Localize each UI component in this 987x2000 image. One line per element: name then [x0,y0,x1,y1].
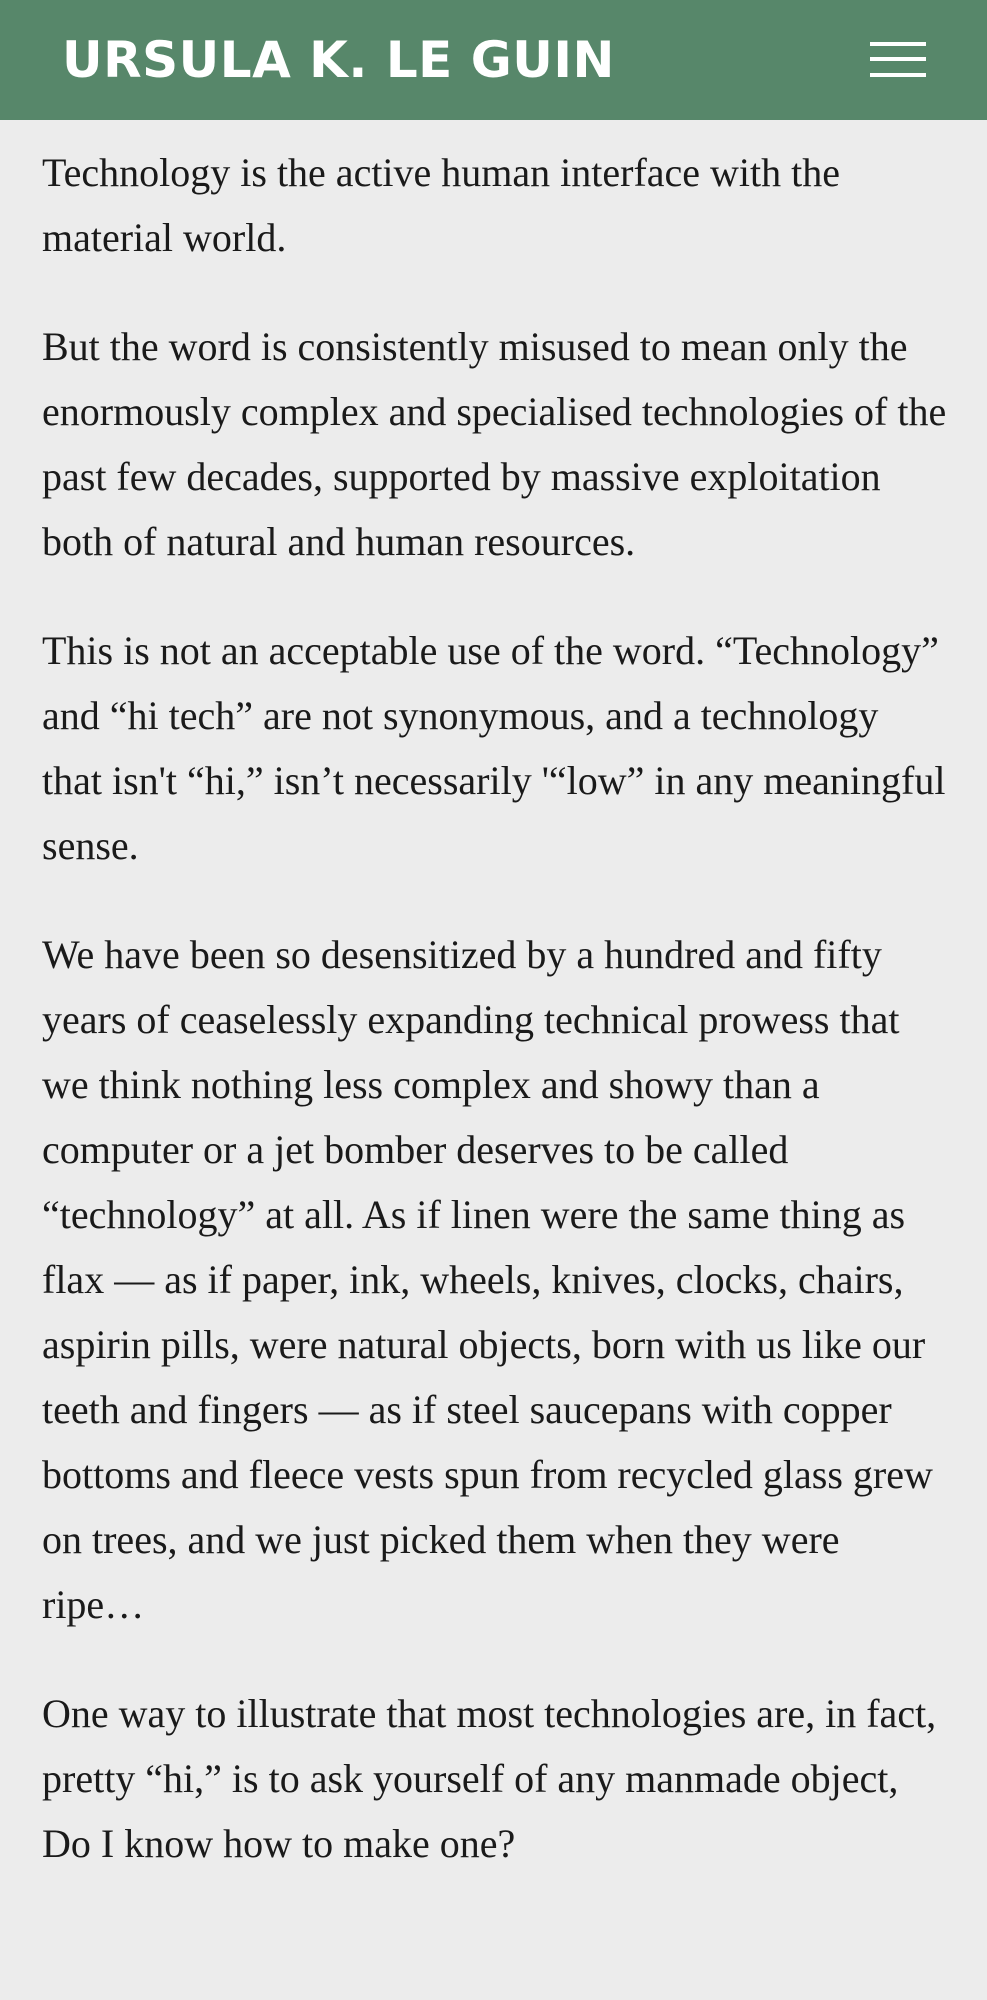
site-title[interactable]: URSULA K. LE GUIN [62,31,615,89]
article-paragraph: We have been so desensitized by a hundred and fifty years of ceaselessly expanding technical prowess that we think nothing less complex and showy than a computer or a jet bomber deserves to be called “technology” at all. As if linen were the same thing as flax — as if paper, ink, wheels, knives, clocks, chairs, aspirin pills, were natural objects, born with us like our teeth and fingers — as if steel saucepans with copper bottoms and fleece vests spun from recycled glass grew on trees, and we just picked them when they were ripe… [42,932,933,1627]
hamburger-menu-icon [870,42,926,46]
article-paragraph: But the word is consistently misused to mean only the enormously complex and specialised technologies of the past few decades, supported by massive exploitation both of natural and human resources. [42,324,947,564]
hamburger-menu-icon-bar [870,73,926,77]
hamburger-menu-icon-bar [870,57,926,61]
site-header [0,0,987,120]
article-paragraph: This is not an acceptable use of the word. “Technology” and “hi tech” are not synonymous, and a technology that isn't “hi,” isn’t necessarily '“low” in any meaningful sense. [42,628,946,868]
article-paragraph: One way to illustrate that most technologies are, in fact, pretty “hi,” is to ask yourself of any manmade object, Do I know how to make one? [42,1691,937,1866]
article-paragraph: Technology is the active human interface with the material world. [42,150,841,260]
hamburger-menu-button[interactable] [858,34,928,84]
article-body [42,140,947,1920]
